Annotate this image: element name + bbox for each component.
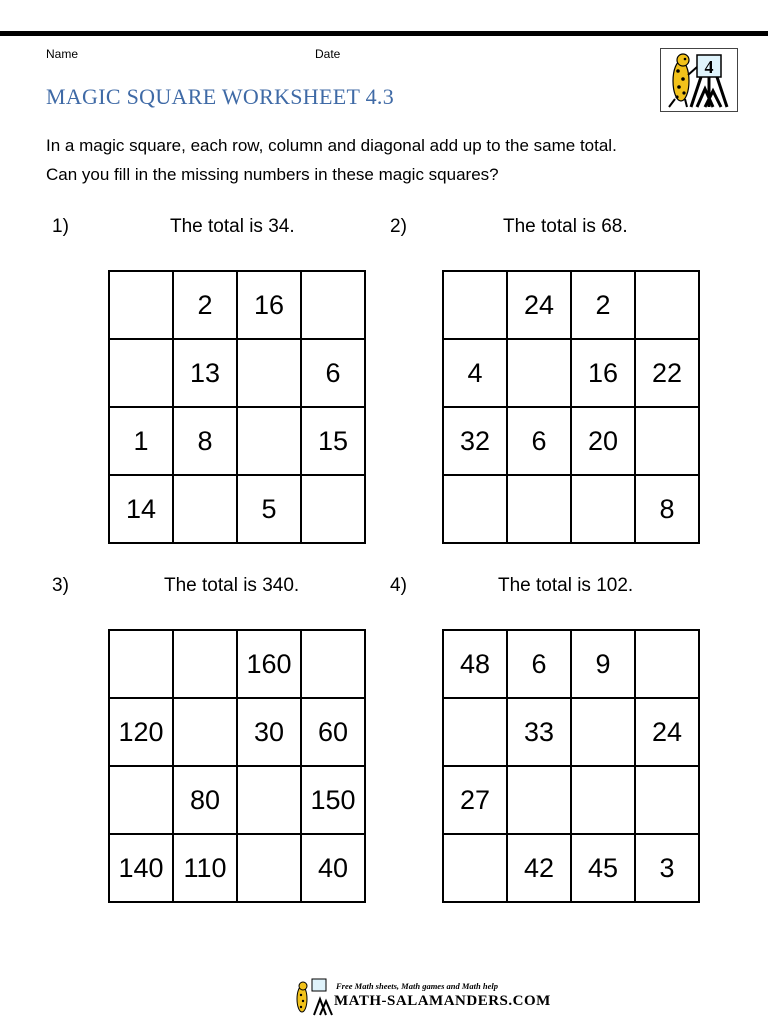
blank-answer-cell[interactable] xyxy=(508,767,572,835)
magic-square-grid xyxy=(442,270,700,544)
given-number-cell: 6 xyxy=(302,340,366,408)
footer-salamander-icon xyxy=(290,977,334,1017)
blank-answer-cell[interactable] xyxy=(110,767,174,835)
blank-answer-cell[interactable] xyxy=(444,272,508,340)
blank-answer-cell[interactable] xyxy=(572,699,636,767)
blank-answer-cell[interactable] xyxy=(110,272,174,340)
blank-answer-cell[interactable] xyxy=(636,408,700,476)
given-number-cell: 45 xyxy=(572,835,636,903)
blank-answer-cell[interactable] xyxy=(174,699,238,767)
given-number-cell: 16 xyxy=(572,340,636,408)
given-number-cell: 40 xyxy=(302,835,366,903)
given-number-cell: 32 xyxy=(444,408,508,476)
given-number-cell: 24 xyxy=(508,272,572,340)
given-number-cell: 150 xyxy=(302,767,366,835)
given-number-cell: 20 xyxy=(572,408,636,476)
given-number-cell: 3 xyxy=(636,835,700,903)
blank-answer-cell[interactable] xyxy=(174,631,238,699)
blank-answer-cell[interactable] xyxy=(238,767,302,835)
blank-answer-cell[interactable] xyxy=(302,631,366,699)
given-number-cell: 2 xyxy=(572,272,636,340)
given-number-cell: 4 xyxy=(444,340,508,408)
logo-digit: 4 xyxy=(704,57,714,77)
blank-answer-cell[interactable] xyxy=(444,835,508,903)
given-number-cell: 6 xyxy=(508,408,572,476)
given-number-cell: 22 xyxy=(636,340,700,408)
given-number-cell: 80 xyxy=(174,767,238,835)
magic-square-grid xyxy=(442,629,700,903)
blank-answer-cell[interactable] xyxy=(174,476,238,544)
puzzle-number: 1) xyxy=(52,216,69,237)
blank-answer-cell[interactable] xyxy=(444,476,508,544)
date-label: Date xyxy=(315,47,341,61)
puzzle-number: 4) xyxy=(390,575,407,596)
given-number-cell: 110 xyxy=(174,835,238,903)
given-number-cell: 160 xyxy=(238,631,302,699)
salamander-logo-icon xyxy=(660,48,738,112)
puzzle-number: 3) xyxy=(52,575,69,596)
worksheet-title: MAGIC SQUARE WORKSHEET 4.3 xyxy=(46,84,395,109)
given-number-cell: 27 xyxy=(444,767,508,835)
puzzle-total: The total is 68. xyxy=(503,216,628,237)
given-number-cell: 120 xyxy=(110,699,174,767)
given-number-cell: 9 xyxy=(572,631,636,699)
blank-answer-cell[interactable] xyxy=(302,272,366,340)
blank-answer-cell[interactable] xyxy=(444,699,508,767)
given-number-cell: 60 xyxy=(302,699,366,767)
blank-answer-cell[interactable] xyxy=(238,835,302,903)
given-number-cell: 2 xyxy=(174,272,238,340)
top-rule xyxy=(0,31,768,36)
name-label: Name xyxy=(46,47,79,61)
given-number-cell: 33 xyxy=(508,699,572,767)
given-number-cell: 42 xyxy=(508,835,572,903)
given-number-cell: 140 xyxy=(110,835,174,903)
given-number-cell: 1 xyxy=(110,408,174,476)
given-number-cell: 13 xyxy=(174,340,238,408)
blank-answer-cell[interactable] xyxy=(302,476,366,544)
footer-tagline: Free Math sheets, Math games and Math help xyxy=(336,981,498,991)
given-number-cell: 16 xyxy=(238,272,302,340)
blank-answer-cell[interactable] xyxy=(636,631,700,699)
blank-answer-cell[interactable] xyxy=(636,272,700,340)
instruction-line-1: In a magic square, each row, column and diagonal add up to the same total. xyxy=(46,136,617,155)
blank-answer-cell[interactable] xyxy=(110,631,174,699)
blank-answer-cell[interactable] xyxy=(238,340,302,408)
puzzle-total: The total is 340. xyxy=(164,575,300,596)
magic-square-grid xyxy=(108,629,366,903)
given-number-cell: 8 xyxy=(174,408,238,476)
blank-answer-cell[interactable] xyxy=(572,476,636,544)
instruction-line-2: Can you fill in the missing numbers in these magic squares? xyxy=(46,165,499,184)
given-number-cell: 48 xyxy=(444,631,508,699)
blank-answer-cell[interactable] xyxy=(508,340,572,408)
puzzle-number: 2) xyxy=(390,216,407,237)
given-number-cell: 8 xyxy=(636,476,700,544)
blank-answer-cell[interactable] xyxy=(508,476,572,544)
puzzle-total: The total is 102. xyxy=(498,575,634,596)
blank-answer-cell[interactable] xyxy=(636,767,700,835)
given-number-cell: 30 xyxy=(238,699,302,767)
given-number-cell: 6 xyxy=(508,631,572,699)
footer-branding xyxy=(290,977,551,1017)
given-number-cell: 15 xyxy=(302,408,366,476)
blank-answer-cell[interactable] xyxy=(110,340,174,408)
given-number-cell: 5 xyxy=(238,476,302,544)
blank-answer-cell[interactable] xyxy=(238,408,302,476)
puzzle-total: The total is 34. xyxy=(170,216,295,237)
footer-site: MATH-SALAMANDERS.COM xyxy=(334,993,551,1009)
given-number-cell: 24 xyxy=(636,699,700,767)
magic-square-grid xyxy=(108,270,366,544)
blank-answer-cell[interactable] xyxy=(572,767,636,835)
given-number-cell: 14 xyxy=(110,476,174,544)
